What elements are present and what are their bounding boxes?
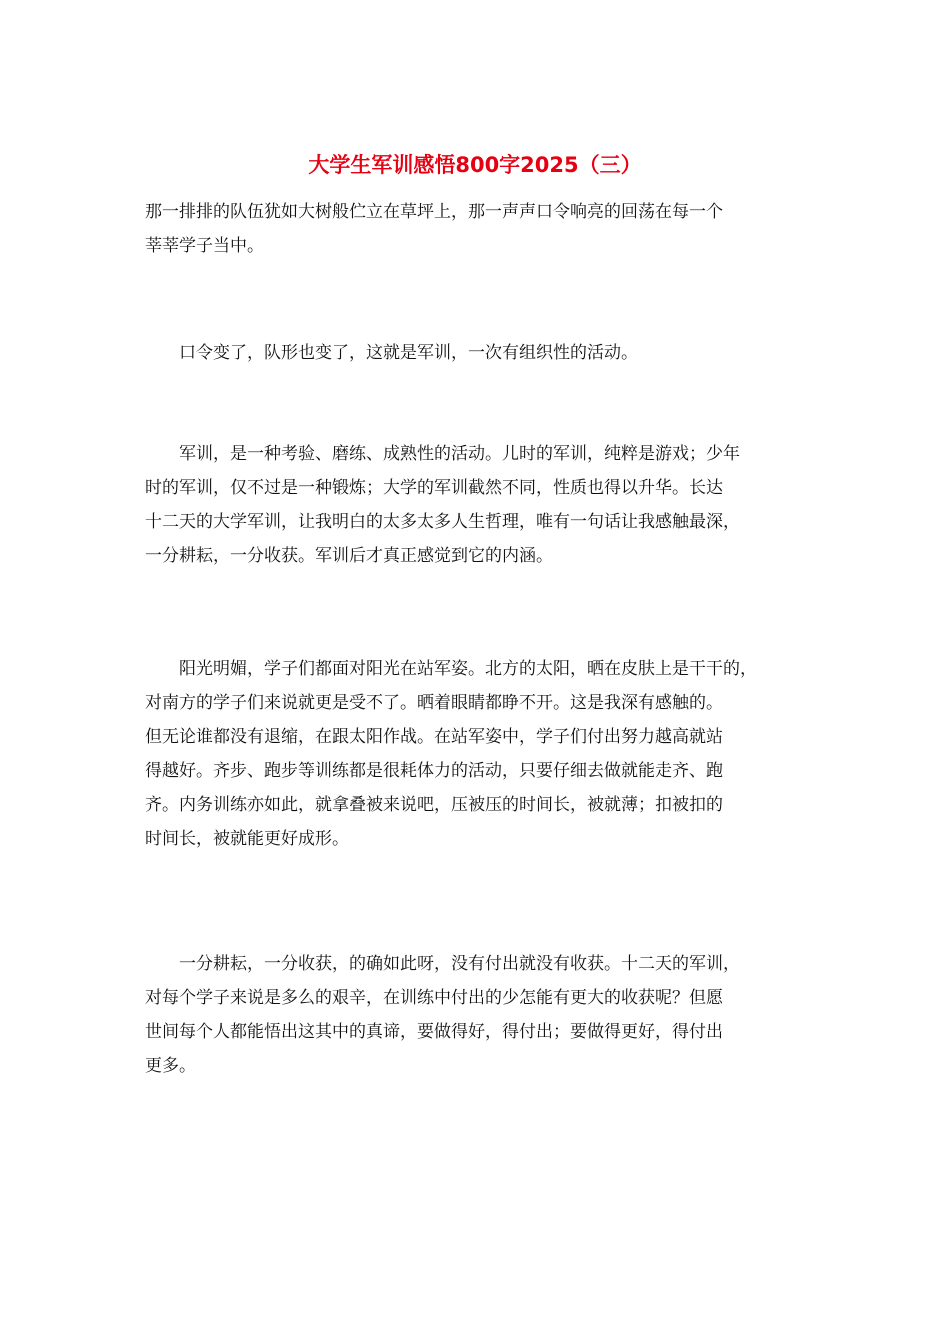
paragraph-line: 对南方的学子们来说就更是受不了。晒着眼睛都睁不开。这是我深有感触的。 — [145, 693, 723, 713]
paragraph-5 — [145, 947, 815, 1083]
paragraph-1 — [145, 195, 815, 263]
paragraph-line: 一分耕耘，一分收获。军训后才真正感觉到它的内涵。 — [145, 546, 553, 566]
paragraph-line: 时的军训，仅不过是一种锻炼；大学的军训截然不同，性质也得以升华。长达 — [145, 478, 723, 498]
paragraph-line: 那一排排的队伍犹如大树般伫立在草坪上，那一声声口令响亮的回荡在每一个 — [145, 202, 723, 222]
paragraph-line: 阳光明媚，学子们都面对阳光在站军姿。北方的太阳，晒在皮肤上是干干的， — [145, 659, 757, 679]
paragraph-line: 齐。内务训练亦如此，就拿叠被来说吧，压被压的时间长，被就薄；扣被扣的 — [145, 795, 723, 815]
paragraph-line: 更多。 — [145, 1056, 196, 1076]
paragraph-line: 得越好。齐步、跑步等训练都是很耗体力的活动，只要仔细去做就能走齐、跑 — [145, 761, 723, 781]
paragraph-line: 时间长，被就能更好成形。 — [145, 829, 349, 849]
paragraph-line: 十二天的大学军训，让我明白的太多太多人生哲理，唯有一句话让我感触最深， — [145, 512, 740, 532]
paragraph-line: 一分耕耘，一分收获，的确如此呀，没有付出就没有收获。十二天的军训， — [145, 954, 740, 974]
paragraph-line: 口令变了，队形也变了，这就是军训，一次有组织性的活动。 — [145, 343, 638, 363]
document-title: 大学生军训感悟800字2025（三） — [308, 153, 642, 177]
paragraph-4 — [145, 652, 815, 856]
paragraph-line: 莘莘学子当中。 — [145, 236, 264, 256]
paragraph-3 — [145, 437, 815, 573]
paragraph-2 — [145, 336, 815, 370]
paragraph-line: 对每个学子来说是多么的艰辛，在训练中付出的少怎能有更大的收获呢？但愿 — [145, 988, 723, 1008]
paragraph-line: 世间每个人都能悟出这其中的真谛，要做得好，得付出；要做得更好，得付出 — [145, 1022, 723, 1042]
paragraph-line: 军训，是一种考验、磨练、成熟性的活动。儿时的军训，纯粹是游戏；少年 — [145, 444, 740, 464]
paragraph-line: 但无论谁都没有退缩，在跟太阳作战。在站军姿中，学子们付出努力越高就站 — [145, 727, 723, 747]
